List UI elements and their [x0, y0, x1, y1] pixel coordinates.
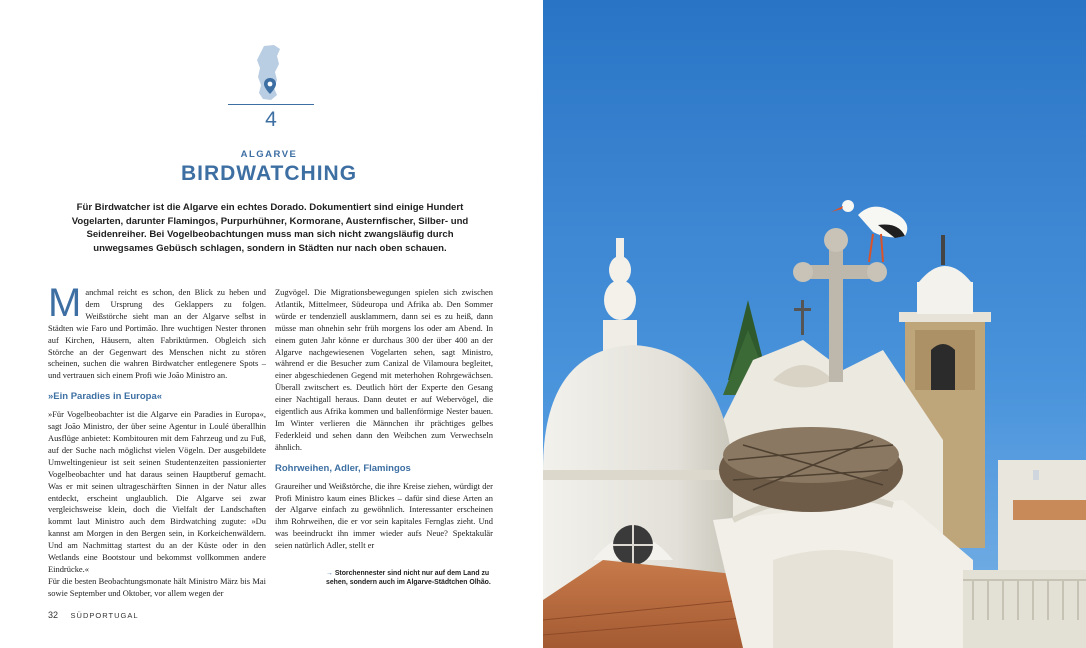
chapter-region: ALGARVE [240, 149, 298, 160]
chapter-rule [228, 104, 314, 105]
paragraph-5: Graureiher und Weißstörche, die ihre Kreise ziehen, würdigt der Profi Ministro kaum eines Blickes – dafür sind diese Arten an der Algarve einfach zu gewöhnlich. Interessanter erscheinen ihm Rohrweihen, die er vor sein kapitales Fernglas zieht. Und was beeindruckt ihn immer wieder aufs Neue? Spektakulär seien natürlich Adler, stellt er [275, 480, 493, 551]
right-page [543, 0, 1086, 648]
paragraph-2: »Für Vogelbeobachter ist die Algarve ein Paradies in Europa«, sagt João Ministro, der über seine Agentur in Loulé überallhin Ausflüge anbietet: Kombitouren mit dem Fahrzeug und zu Fuß, auf der Suche nach möglichst vielen Vögeln. Der ausgebildete Umweltingenieur ist seit seinen Studentenzeiten passionierter Vogelbeobachter und hat daraus seinen Hauptberuf gemacht. Was er mit seinen ultrageschärften Sinnen in der Natur alles entdeckt, erscheint unglaublich. Die Algarve sei zwar vergleichsweise klein, doch die Vielfalt der Landschaften kommt laut Ministro auch dem Birdwatching zugute: »Du kannst am Morgen in den Bergen sein, in Korkeichenwäldern. Und am Nachmittag startest du an der Küste oder in den Wetlands eine Bootstour und bekommst vollkommen andere Eindrücke.« [48, 409, 266, 574]
text-column-1 [48, 281, 266, 600]
page-title: BIRDWATCHING [180, 162, 358, 185]
chapter-number: 4 [265, 108, 277, 131]
page-number: 32 [48, 610, 59, 620]
caption-text: Storchennester sind nicht nur auf dem Land zu sehen, sondern auch im Algarve-Städtchen Olhão. [326, 570, 491, 587]
photo-caption [326, 569, 496, 588]
section-name: SÜDPORTUGAL [70, 611, 139, 620]
intro-paragraph: Für Birdwatcher ist die Algarve ein echtes Dorado. Dokumentiert sind einige Hundert Vogelarten, darunter Flamingos, Purpurhühner, Kormorane, Austernfischer, Silber- und Seidenreiher. Bei Vogelbeobachtungen muss man sich nicht zwangsläufig durch unwegsames Gebüsch schlagen, sondern in Städten nur nach oben schauen. [71, 202, 469, 254]
paragraph-1 [48, 281, 266, 382]
drop-cap: M [48, 281, 82, 325]
paragraph-4: Zugvögel. Die Migrationsbewegungen spielen sich zwischen Atlantik, Mittelmeer, Südeuropa und Afrika ab. Den Sommer würde er tendenziell ausklammern, dann sei es zu heiß, dann müsse man ohnehin sehr früh morgens los oder am Abend. In einem guten Jahr könne er durchaus 300 der über 400 an der Algarve nachgewiesenen Vogelarten sehen, sagt Ministro, während er die Besucher zum Canizal de Vilamoura begleitet, einer abgeschiedenen Gegend mit meterhohen Rohrgewächsen. Überall zwitschert es. Deutlich hört der Experte den Gesang einer Nachtigall heraus. Dann deutet er auf Webervögel, die eigentlich aus Afrika kommen und ballenförmige Nester bauen. Im Winter verlieren die Männchen ihr prächtiges gelbes Federkleid und sehen dann den Weibchen zum Verwechseln ähnlich. [275, 287, 493, 452]
paragraph-3: Für die besten Beobachtungsmonate hält Ministro März bis Mai sowie September und Oktober, vor allem wegen der [48, 575, 266, 598]
subheading-1: »Ein Paradies in Europa« [48, 391, 163, 403]
arrow-right-icon: → [326, 570, 333, 577]
subheading-2: Rohrweihen, Adler, Flamingos [275, 462, 411, 474]
portugal-map-icon [250, 44, 290, 104]
page-footer [48, 610, 139, 620]
paragraph-1-text: anchmal reicht es schon, den Blick zu heben und dem Ursprung des Geklappers zu folgen. Weißstörche sieht man an der Algarve selbst in Städten wie Faro und Portimão. Ihre wuchtigen Nester thronen auf Kirchen, Häusern, alten Fabriktürmen. Obgleich sich Störche an der Gegenwart des Menschen nicht zu stören scheinen, suchen die wahren Birdwatcher entlegenere Spots – und vertrauen sich einem Profi wie João Ministro an. [48, 287, 266, 381]
text-column-2 [275, 287, 493, 552]
stork-nest-photo [543, 0, 1086, 648]
